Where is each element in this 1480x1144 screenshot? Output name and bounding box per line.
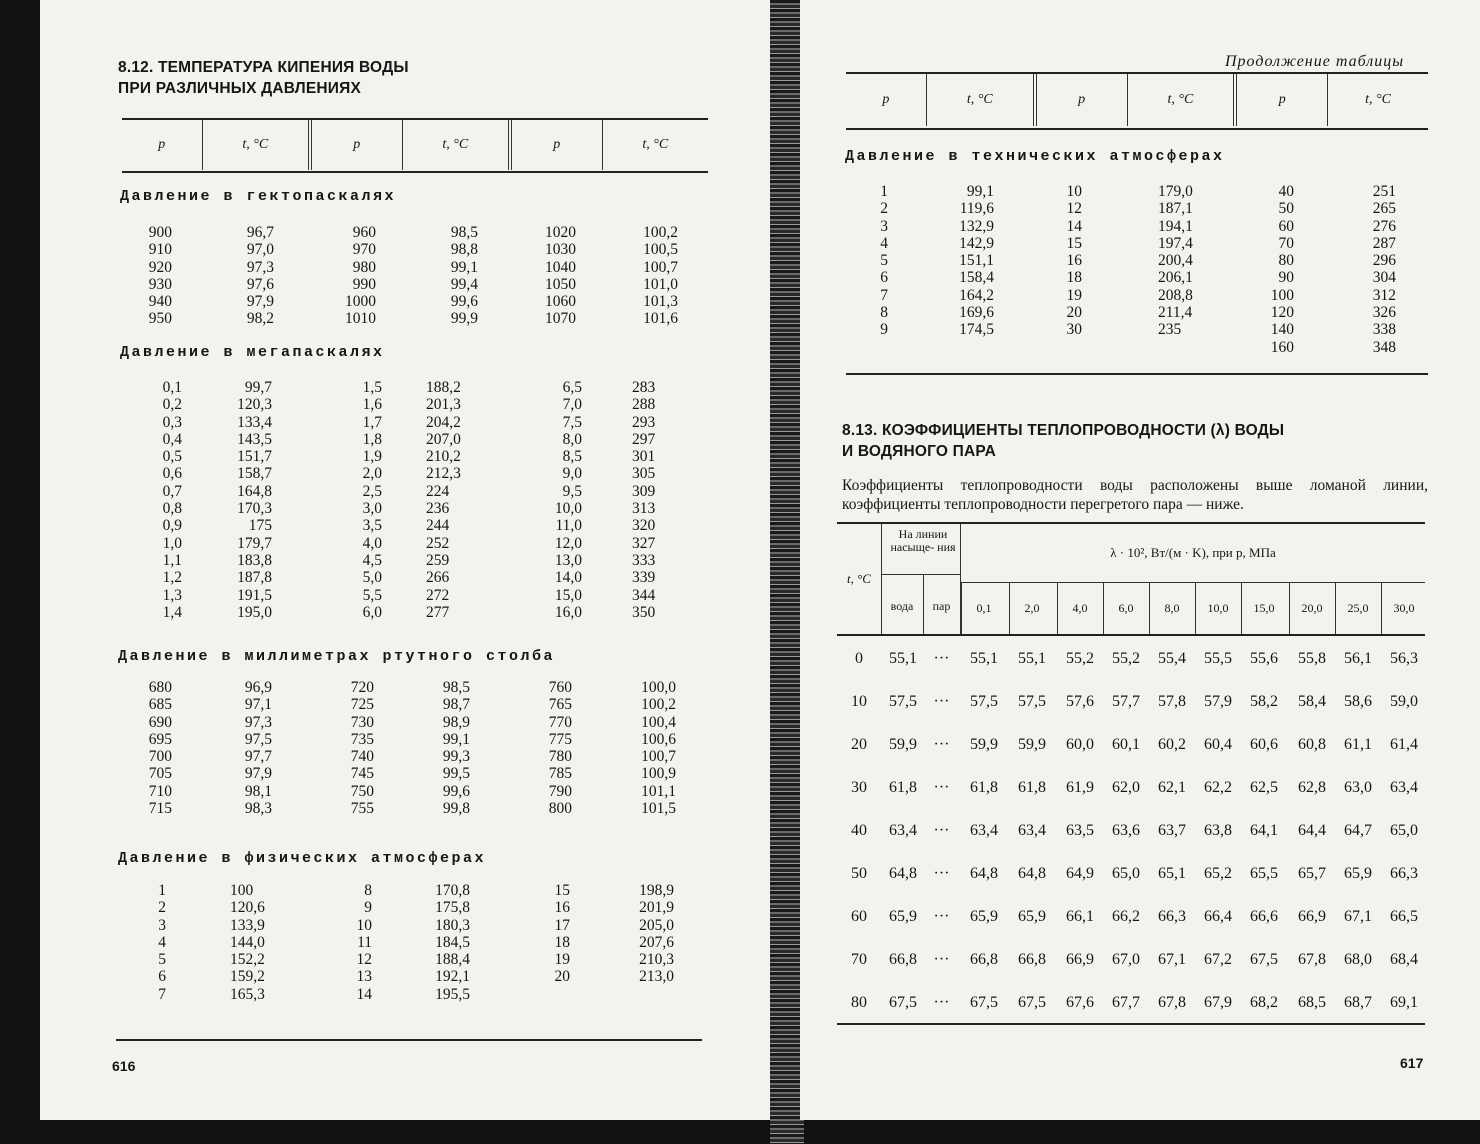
col-p-2: 8 9 10 11 12 13 14 — [356, 882, 372, 1003]
row-value: 66,6 — [1250, 908, 1278, 925]
conductivity-bottom-rule — [837, 1023, 1425, 1025]
header-p-3: p — [512, 120, 603, 170]
row-value: 66,4 — [1204, 908, 1232, 925]
row-value: 65,5 — [1250, 865, 1278, 882]
col-t-2: 98,5 98,8 99,1 99,4 99,6 99,9 — [450, 224, 478, 328]
row-water: 66,8 — [889, 951, 917, 968]
row-value: 65,9 — [1018, 908, 1046, 925]
row-value: 65,2 — [1204, 865, 1232, 882]
header-t-3: t, °C — [642, 137, 669, 152]
header-p-1: p — [122, 120, 203, 170]
row-value: 63,4 — [1390, 779, 1418, 796]
pressure-header-0: 0,1 — [976, 601, 992, 615]
row-value: 68,5 — [1298, 994, 1326, 1011]
right-page — [800, 0, 1480, 1120]
section-title-physical-atm: Давление в физических атмосферах — [118, 850, 487, 867]
header-bottom-rule — [846, 128, 1428, 130]
table-title-conductivity — [842, 420, 1284, 462]
row-steam: ··· — [933, 693, 950, 710]
row-value: 58,4 — [1298, 693, 1326, 710]
row-temperature: 30 — [851, 779, 867, 796]
row-value: 61,1 — [1344, 736, 1372, 753]
header-t-3: t, °C — [1365, 92, 1391, 107]
col-p-3: 760 765 770 775 780 785 790 800 — [548, 679, 572, 818]
table-row — [837, 937, 1425, 980]
row-value: 65,7 — [1298, 865, 1326, 882]
row-value: 58,2 — [1250, 693, 1278, 710]
row-value: 59,9 — [1018, 736, 1046, 753]
table-end-rule — [846, 373, 1428, 375]
row-value: 63,4 — [970, 822, 998, 839]
row-value: 60,4 — [1204, 736, 1232, 753]
pressure-header-2: 4,0 — [1072, 601, 1088, 615]
row-value: 61,4 — [1390, 736, 1418, 753]
row-value: 66,1 — [1066, 908, 1094, 925]
row-value: 63,8 — [1204, 822, 1232, 839]
row-water: 59,9 — [889, 736, 917, 753]
table-row — [837, 636, 1425, 679]
book-gutter — [770, 0, 804, 1144]
section-title-technical-atm: Давление в технических атмосферах — [845, 148, 1225, 165]
row-value: 63,4 — [1018, 822, 1046, 839]
row-value: 59,9 — [970, 736, 998, 753]
row-value: 60,0 — [1066, 736, 1094, 753]
col-t-2: 98,5 98,7 98,9 99,1 99,3 99,5 99,6 99,8 — [442, 679, 470, 818]
row-value: 67,5 — [970, 994, 998, 1011]
row-temperature: 40 — [851, 822, 867, 839]
title2-line-1: 8.13. КОЭФФИЦИЕНТЫ ТЕПЛОПРОВОДНОСТИ (λ) ВОДЫ — [842, 422, 1285, 439]
col-t-3: 198,9 201,9 205,0 207,6 210,3 213,0 — [639, 882, 674, 986]
section-title-megapascal: Давление в мегапаскалях — [120, 344, 385, 361]
header-lambda: λ · 10², Вт/(м · K), при p, МПа — [1110, 545, 1276, 560]
row-value: 60,2 — [1158, 736, 1186, 753]
header-p-1: p — [846, 74, 927, 126]
col-t-1: 100 120,6 133,9 144,0 152,2 159,2 165,3 — [230, 882, 265, 1003]
row-value: 67,0 — [1112, 951, 1140, 968]
conductivity-rows — [837, 636, 1425, 1023]
row-value: 67,2 — [1204, 951, 1232, 968]
row-value: 66,3 — [1158, 908, 1186, 925]
header-t-2: t, °C — [403, 120, 512, 170]
col-t-1: 99,7 120,3 133,4 143,5 151,7 158,7 164,8 170,3 175 179,7 183,8 187,8 191,5 195,0 — [237, 379, 272, 621]
table-header — [846, 74, 1428, 126]
col-t-3: 100,0 100,2 100,4 100,6 100,7 100,9 101,1 101,5 — [641, 679, 676, 818]
row-temperature: 60 — [851, 908, 867, 925]
row-value: 67,9 — [1204, 994, 1232, 1011]
table-row — [837, 980, 1425, 1023]
col-p-2: 720 725 730 735 740 745 750 755 — [350, 679, 374, 818]
row-value: 61,8 — [1018, 779, 1046, 796]
header-water: вода — [890, 599, 914, 613]
row-temperature: 70 — [851, 951, 867, 968]
row-steam: ··· — [933, 736, 950, 753]
conductivity-table-header — [837, 522, 1425, 636]
pressure-header-3: 6,0 — [1118, 601, 1134, 615]
row-value: 55,8 — [1298, 650, 1326, 667]
row-steam: ··· — [933, 908, 950, 925]
row-steam: ··· — [933, 650, 950, 667]
col-p-2: 1,5 1,6 1,7 1,8 1,9 2,0 2,5 3,0 3,5 4,0 4,5 5,0 5,5 6,0 — [362, 379, 382, 621]
row-value: 56,3 — [1390, 650, 1418, 667]
table-title-boiling — [118, 57, 409, 99]
conductivity-table — [837, 522, 1425, 1025]
pressure-header-6: 15,0 — [1253, 601, 1275, 615]
row-value: 66,8 — [1018, 951, 1046, 968]
row-steam: ··· — [933, 822, 950, 839]
row-value: 57,6 — [1066, 693, 1094, 710]
row-value: 64,4 — [1298, 822, 1326, 839]
continuation-label: Продолжение таблицы — [1225, 53, 1405, 70]
header-steam: пар — [932, 599, 951, 613]
header-p-3: p — [1237, 74, 1328, 126]
page-number-left: 616 — [112, 1058, 136, 1074]
row-steam: ··· — [933, 865, 950, 882]
row-value: 67,8 — [1298, 951, 1326, 968]
pressure-header-5: 10,0 — [1207, 601, 1229, 615]
row-value: 63,0 — [1344, 779, 1372, 796]
row-value: 65,0 — [1112, 865, 1140, 882]
row-value: 60,1 — [1112, 736, 1140, 753]
row-value: 63,5 — [1066, 822, 1094, 839]
pressure-header-1: 2,0 — [1024, 601, 1040, 615]
col-p-1: 900 910 920 930 940 950 — [148, 224, 172, 328]
row-value: 68,2 — [1250, 994, 1278, 1011]
table-row — [837, 765, 1425, 808]
row-value: 59,0 — [1390, 693, 1418, 710]
row-value: 66,9 — [1298, 908, 1326, 925]
section-title-hectopascal: Давление в гектопаскалях — [120, 188, 397, 205]
col-p-1: 0,1 0,2 0,3 0,4 0,5 0,6 0,7 0,8 0,9 1,0 1,1 1,2 1,3 1,4 — [162, 379, 182, 621]
row-value: 64,8 — [1018, 865, 1046, 882]
table-row — [837, 808, 1425, 851]
col-p-3: 15 16 17 18 19 20 — [554, 882, 570, 986]
row-value: 58,6 — [1344, 693, 1372, 710]
row-water: 63,4 — [889, 822, 917, 839]
row-temperature: 10 — [851, 693, 867, 710]
row-value: 67,6 — [1066, 994, 1094, 1011]
table-header — [122, 120, 708, 170]
row-value: 56,1 — [1344, 650, 1372, 667]
row-water: 57,5 — [889, 693, 917, 710]
row-value: 67,7 — [1112, 994, 1140, 1011]
title2-line-2: И ВОДЯНОГО ПАРА — [842, 443, 996, 460]
row-steam: ··· — [933, 779, 950, 796]
row-temperature: 0 — [855, 650, 863, 667]
col-t-2: 179,0 187,1 194,1 197,4 200,4 206,1 208,8 211,4 235 — [1158, 183, 1193, 339]
col-p-1: 680 685 690 695 700 705 710 715 — [148, 679, 172, 818]
col-p-1: 1 2 3 4 5 6 7 8 9 — [880, 183, 888, 339]
col-p-2: 10 12 14 15 16 18 19 20 30 — [1066, 183, 1082, 339]
row-value: 57,9 — [1204, 693, 1232, 710]
row-value: 67,1 — [1158, 951, 1186, 968]
row-value: 64,1 — [1250, 822, 1278, 839]
col-t-1: 96,7 97,0 97,3 97,6 97,9 98,2 — [246, 224, 274, 328]
row-temperature: 50 — [851, 865, 867, 882]
row-value: 66,5 — [1390, 908, 1418, 925]
row-value: 63,7 — [1158, 822, 1186, 839]
row-value: 55,4 — [1158, 650, 1186, 667]
row-value: 55,6 — [1250, 650, 1278, 667]
row-value: 57,7 — [1112, 693, 1140, 710]
row-water: 67,5 — [889, 994, 917, 1011]
row-value: 62,0 — [1112, 779, 1140, 796]
row-value: 67,5 — [1018, 994, 1046, 1011]
col-p-3: 1020 1030 1040 1050 1060 1070 — [545, 224, 576, 328]
header-t-1: t, °C — [927, 74, 1037, 126]
table-row — [837, 851, 1425, 894]
pressure-header-9: 30,0 — [1393, 601, 1415, 615]
row-temperature: 20 — [851, 736, 867, 753]
row-value: 65,9 — [1344, 865, 1372, 882]
row-value: 57,5 — [1018, 693, 1046, 710]
row-value: 57,5 — [970, 693, 998, 710]
row-value: 62,8 — [1298, 779, 1326, 796]
row-value: 62,5 — [1250, 779, 1278, 796]
row-value: 55,2 — [1112, 650, 1140, 667]
col-t-1: 96,9 97,1 97,3 97,5 97,7 97,9 98,1 98,3 — [244, 679, 272, 818]
row-value: 67,1 — [1344, 908, 1372, 925]
title-line-1: 8.12. ТЕМПЕРАТУРА КИПЕНИЯ ВОДЫ — [118, 59, 409, 76]
row-value: 55,5 — [1204, 650, 1232, 667]
row-value: 68,4 — [1390, 951, 1418, 968]
row-water: 61,8 — [889, 779, 917, 796]
row-value: 64,7 — [1344, 822, 1372, 839]
row-water: 55,1 — [889, 650, 917, 667]
row-value: 66,8 — [970, 951, 998, 968]
col-t-2: 188,2 201,3 204,2 207,0 210,2 212,3 224 236 244 252 259 266 272 277 — [426, 379, 461, 621]
row-value: 68,7 — [1344, 994, 1372, 1011]
row-value: 65,1 — [1158, 865, 1186, 882]
row-value: 55,1 — [1018, 650, 1046, 667]
page-number-right: 617 — [1400, 1055, 1424, 1071]
col-t-1: 99,1 119,6 132,9 142,9 151,1 158,4 164,2 169,6 174,5 — [959, 183, 994, 339]
row-value: 55,1 — [970, 650, 998, 667]
header-p-2: p — [1037, 74, 1128, 126]
row-steam: ··· — [933, 951, 950, 968]
col-t-2: 170,8 175,8 180,3 184,5 188,4 192,1 195,5 — [435, 882, 470, 1003]
col-p-3: 6,5 7,0 7,5 8,0 8,5 9,0 9,5 10,0 11,0 12,0 13,0 14,0 15,0 16,0 — [554, 379, 582, 621]
row-value: 66,9 — [1066, 951, 1094, 968]
table-bottom-rule — [116, 1039, 702, 1041]
row-value: 57,8 — [1158, 693, 1186, 710]
row-value: 60,6 — [1250, 736, 1278, 753]
header-bottom-rule — [122, 171, 708, 173]
col-t-3: 100,2 100,5 100,7 101,0 101,3 101,6 — [643, 224, 678, 328]
header-p-2: p — [312, 120, 403, 170]
row-value: 62,2 — [1204, 779, 1232, 796]
row-temperature: 80 — [851, 994, 867, 1011]
row-value: 62,1 — [1158, 779, 1186, 796]
row-value: 61,8 — [970, 779, 998, 796]
left-page — [40, 0, 770, 1120]
row-value: 66,2 — [1112, 908, 1140, 925]
col-t-3: 251 265 276 287 296 304 312 326 338 348 — [1372, 183, 1396, 356]
row-value: 63,6 — [1112, 822, 1140, 839]
row-value: 68,0 — [1344, 951, 1372, 968]
row-value: 67,5 — [1250, 951, 1278, 968]
table-row — [837, 722, 1425, 765]
header-saturation: На линии насыще- ния — [890, 527, 956, 554]
pressure-header-4: 8,0 — [1164, 601, 1180, 615]
table-row — [837, 679, 1425, 722]
col-t-3: 283 288 293 297 301 305 309 313 320 327 333 339 344 350 — [632, 379, 656, 621]
row-value: 64,9 — [1066, 865, 1094, 882]
row-value: 66,3 — [1390, 865, 1418, 882]
row-value: 69,1 — [1390, 994, 1418, 1011]
row-value: 61,9 — [1066, 779, 1094, 796]
header-t-1: t, °C — [203, 120, 312, 170]
title-line-2: ПРИ РАЗЛИЧНЫХ ДАВЛЕНИЯХ — [118, 80, 362, 97]
row-steam: ··· — [933, 994, 950, 1011]
col-p-2: 960 970 980 990 1000 1010 — [345, 224, 376, 328]
row-water: 64,8 — [889, 865, 917, 882]
row-water: 65,9 — [889, 908, 917, 925]
col-p-1: 1 2 3 4 5 6 7 — [158, 882, 166, 1003]
table-row — [837, 894, 1425, 937]
pressure-header-8: 25,0 — [1347, 601, 1369, 615]
pressure-header-7: 20,0 — [1301, 601, 1323, 615]
row-value: 65,0 — [1390, 822, 1418, 839]
row-value: 60,8 — [1298, 736, 1326, 753]
header-t: t, °C — [847, 571, 871, 586]
col-p-3: 40 50 60 70 80 90 100 120 140 160 — [1270, 183, 1294, 356]
row-value: 64,8 — [970, 865, 998, 882]
row-value: 55,2 — [1066, 650, 1094, 667]
intro-paragraph: Коэффициенты теплопроводности воды расположены выше ломаной линии, коэффициенты теплопроводности перегретого пара — ниже. — [842, 477, 1428, 513]
section-title-mercury: Давление в миллиметрах ртутного столба — [118, 648, 556, 665]
row-value: 67,8 — [1158, 994, 1186, 1011]
row-value: 65,9 — [970, 908, 998, 925]
header-t-2: t, °C — [1128, 74, 1238, 126]
